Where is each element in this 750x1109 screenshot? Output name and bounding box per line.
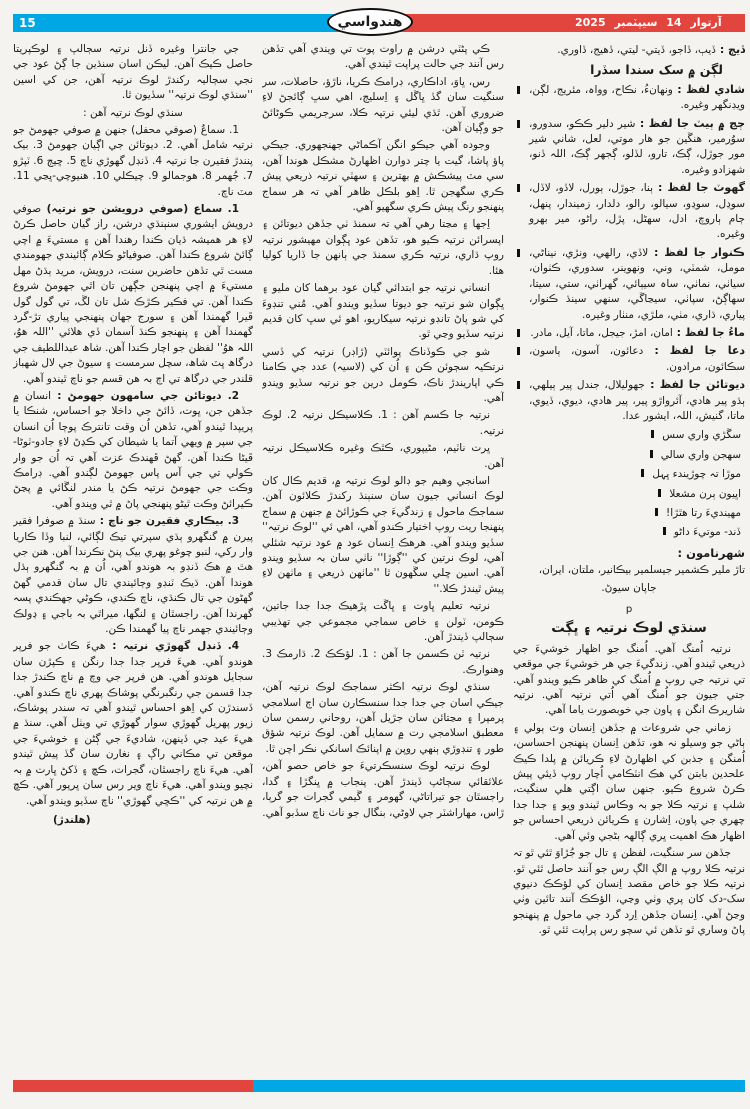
glossary-term: ڏيڄ :: [715, 43, 745, 56]
middle-paragraphs: [262, 42, 504, 821]
paragraph: سنڌي لوڪ نرتيہ اڪثر سماجڪ لوڪ نرتيہ آهن، جيڪي اسان جي جدا جدا سنسڪارن سان اڄ اسلامجي پرمپرا ۽ مڃتائن سان جڙيل آهن، روحاني رسمن سان معطبق اسلامجي رت ۾ سمايل آهن. لوڪ نرتيہ شؤق طور ۽ تنڊوڙي ٻنهي روپن ۾ اپنائڪ اسانکي نڪر اچن ٿا.: [262, 681, 504, 755]
section-text: صوفي درويش ايشوري سنٻنڌي درشن، راز گيان حاصل ڪرڻ لاءِ هر هميشہ ڌيان ڪندا رهندا آهن ۽ مستيءَ ۾ اچي ڳائڻ شروع ڪندا آهن. صوفياڻو ڪلام ڳائيندي جهومندي مست ٿي تڏهن حاضرين سنت، درويش، مريد ٻڌڻ مهل مستيءَ ۾ اچي پنهنجن جڳهن تان اٿي جهومڻ شروع ڪندا آهن. تي فڪير ڪڙڪ شل تان لڱ، تي گول گول ڦيرا گهمندا آهن ۽ سورج جهان پنهنجي پياري تڙ-گرد گهمندا آهن ۽ پنهنجو ڪنڌ آسمان ڏي هلائي ''اللہ هوُ، اللہ هوُ'' لفظن جو اچار ڪندا آهن. شاھ عبداللطيف جي درگاھ ڀٽ شاھ، سچل سرمست ۽ سيوڻ جي لال شهباز قلندر جي درگاھ تي اڄ بہ هن قسم جو ناچ ٿيندو آهي.: [13, 203, 253, 385]
section-lead: 3. بيڪاري فقيرن جو ناچ :: [95, 515, 240, 528]
continued-mark: (هلندڙ): [53, 813, 91, 826]
glossary-words: جهوليلال، جندل پير ٻيلهي، ٻڌو پير هادي، آئرواڙو پير، پير هادي، ديوي، ڏيوي، ماتا، گنيش، اللہ، ايشور عدا.: [529, 379, 745, 422]
glossary-list: [513, 82, 745, 425]
glossary-words: شير دلير ڪڪو، سدورو، سوُرمير، هنڱين جو هار موتي، لعل، شاني شير مور جوڙل، ڳڪ، تارو، لڏلو، ڳجهر ڳڪ، اللہ ڏنو، شهزادو وغيره.: [529, 117, 745, 176]
cities-heading: شهرنامون :: [677, 545, 745, 560]
list-bullet-icon: [655, 508, 658, 516]
section-lead: 2. ديوتائن جي سامهون جهومڻ :: [51, 389, 239, 402]
list-bullet-icon: [517, 86, 520, 94]
glossary-item: [513, 325, 745, 341]
paragraph: جي جانترا وغيره ڏنل نرتيہ سڄالپ ۽ لوڪپريتا حاصل ڪيڪ آهن. ليڪن اسان سنڌين جا ڳڻ عود جي نجي سڄاليہ رکندڙ لوڪ نرتيہ آهن، جن کي اسين ''سنڌي لوڪ نرتيہ'' سڏيون ٿا.: [13, 43, 253, 102]
section-text: هيءَ ڪاٺ جو فرپر هوندو آهي. هيءَ فرپر جدا جدا رنگن ۽ ڪپڙن سان سجايل هوندو آهي. هن فرپر جي وچ ۾ ناچ ڪندڙ جدا جدا قسمن جي رنگبرنگي پوشاڪ پهري ناچ ڪندو آهي. ڏسندڙن کي اِهو احساس ٿيندو آهي تہ سندر پوشاڪ، زيور پهريل گهوڙي سوار گهوڙي تي ويٺل آهي. سنڌ ۾ هيءَ عيد جي ڏينهن، شاديءَ جي ڳڻن ۽ خوشيءَ جي موقعن تي مڪاني راڳ ۽ نغارن سان گڏ پيش ٿيندو آهي. هيءَ ناچ راجسٿان، گجرات، ڪڇ ۽ ڏکڻ ڀارت ۾ بہ نچيو ويندو آهي. هيءَ ناچ وير رس سان ڀرپور آهي. ڪڇ ۾ هن نرتيہ کي ''ڪڇي گهوڙي'' ناچ سڏيو ويندو آهي.: [13, 640, 253, 807]
verse-text: ڏند- موتيءَ داڻو: [673, 526, 741, 539]
issue-date: آرتوار 14 سيپٽمبر 2025: [575, 16, 722, 29]
paragraph: رس، ڀاوَ، اداڪاري، ڊرامڪ ڪريا، ناڙؤ، حاصلات، سر سنگيت سان گڏ ڀاڱل ۽ اِسليڄ، اهي سڀ ڳائجڻ لاءِ ضروري آهن. ٿڌي ليئي نرتيہ ڪلا، سرجريمي ڪوڻائڻ جو وڳيان آهن.: [262, 75, 504, 135]
verse-line: [513, 525, 745, 540]
page-number: 15: [19, 16, 36, 30]
paragraph: زماني جي شروعات ۾ جڏهن اِنسان وٽ ٻولي ۽ ٻاڻي جو وسيلو نہ هو، تڏهن اِنسان پنهنجن احساسن، اُمنگن ۽ جذبن کي اظهارڻ لاءِ ڪريائن ۾ پلدا ڪيڪ علحدين بابتن کي هڪ انٽڪامي اُچار روپ ڏيئي پيش ڪرڻ شروع ڪيو. جنهن سان اڳتي هلي سنگيت، شلپ ۽ نرتيہ ڪلا جو بہ وڪاس ٿيندو ويو ۽ جدا جدا چهري جي پاون، اِشارن ۽ ڪريائن ذريعي احساس جو اظهار هڪ اهميت ڀري ڳالهہ بڻجي وئي آهي.: [513, 721, 745, 842]
footer-blue-bar: [253, 1080, 745, 1092]
paragraph: انساني نرتيہ جو ابتدائي گيان عود برهما کان مليو ۽ ڀڳوان شو نرتيہ جو ديوتا سڏيو ويندو آهي. مُني تنڊوءَ کي شو پاڻ تانڊو نرتيہ سيکاريو، اهو ئي سڀ کان قديم نرتيہ سڏيو وڃي ٿو.: [262, 282, 504, 341]
glossary-words: ونهانءُ، نڪاح، وواہ، مئريج، لڳن، ويڊنگهر وغيره.: [529, 83, 745, 112]
glossary-term: ديوتائن جا لفظ :: [644, 378, 745, 392]
list-bullet-icon: [651, 430, 654, 438]
list-bullet-icon: [658, 489, 661, 497]
glossary-item: [513, 180, 745, 243]
paragraph: اسانجي وهيم جو ڊالو لوڪ نرتيہ ۾، قديم ڪال کان لوڪ انساني جيون سان سنٻنڌ رکندڙ ڪلائون آهن. سماجڪ ماحول ۽ زندگيءَ جي ڪوڙائڻ ۾ جنهن ۾ سماج پنهنجا ريت روپ اختيار ڪندو آهي، اهي ئي ''لوڪ نرتيہ'' سڏيو ويندو آهي. هرهڪ اِنسان عود ۾ عود نرتيہ شئلي آهي، لوڪ نرتين کي ''ڳوڙا'' ناٺي سان بہ سڏيو ويندو آهي. اسين ڇلي سڱهون ٿا ''ماٺهن ذريعي ۽ ماٺهن لاءِ پيش ٿيندڙ ڪلا.'': [262, 474, 504, 595]
verse-line: [513, 487, 745, 502]
footer-red-bar: [13, 1080, 253, 1092]
dance-overview: 1. سماعُ (صوفي محفل) جنهن ۾ صوفي جهومڻ جو نرتيہ شامل آهي. 2. ديوتائن جي اڳيان جهومڻ 3. بيک پنندڙ فقيرن جا نرتيہ 4. ڏنڊل گهوڙي ناچ 5. ڇيڄ 6. ٽپڙو 7. جُهمر 8. هوجمالو 9. چيڪلي 10. هنيوچي-ڀڃي 11. مٽ ناچ.: [13, 124, 253, 198]
glossary-words: امان، امڙ، جيجل، ماتا، آيل، مادر.: [530, 326, 673, 339]
paragraph: نرتيہ تعليم ڀاوت ۽ ڀاڱت پڙهيڪ جدا جدا جاتين، ڪومن، ٽولن ۽ خاص سماجي مجموعي جي تهذيبي سڄالپ ڏيندڙ آهن.: [262, 600, 504, 644]
paragraph: ڪي پڻٽي درشن ۾ راوت پوت تي ويندي آهي تڏهن رس آنند جي حالت پراپت ٿيندي آهي.: [262, 43, 504, 71]
list-bullet-icon: [517, 120, 520, 128]
list-bullet-icon: [663, 527, 666, 535]
cities-line: جاپان سيوڻ.: [601, 581, 657, 594]
paragraph: ڀرت ناٽيم، مڻيپوري، ڪٿڪ وغيره ڪلاسيڪل نرتيہ آهن.: [262, 442, 504, 470]
glossary-term: گهوٽ جا لفظ :: [653, 181, 745, 195]
glossary-term: ماءُ جا لفظ :: [672, 325, 745, 339]
right-paragraphs: [513, 642, 745, 939]
list-bullet-icon: [517, 347, 520, 355]
list-bullet-icon: [517, 329, 520, 337]
verse-list: [513, 428, 745, 540]
paragraph: وجوده آهي جيڪو انگن آڪماڻي جهنجهوري. جيڪي پاؤ پاشا، گيت يا چتر دوارن اظهارڻ مشڪل هوندا آهن، سي مٽ پيشڪش ۾ بهترين ۽ سهٽي نرتيہ ذريعي پيش ڪري سگهجن ٿا. اِهو بلڪل ظاهر آهي تہ هر سماج پنهنجو رنگ پيش ڪري سگهيو آهي.: [262, 139, 504, 214]
glossary-item: [513, 116, 745, 179]
glossary-term: ڪنوار جا لفظ :: [648, 245, 745, 259]
verse-line: [513, 448, 745, 463]
section-text: انسان ۾ جڏهن جن، ڀوت، ڏائڻ جي داخلا جو احساس، شنڪا يا پريپدا ٿيندو آهي، تڏهن اُن وقت تانترڪ پوڄا اُن انسان جي سپر ۾ ويهي آتما يا شيطان کي ڪڍڻ لاءِ جادو-ٽوڻا-ڦيڻا ڪندا آهن. گهڻ ڦهندڪ عزت آهي تہ اُن جو وار ڪولي تي جي آس پاس جهومڻ لڳندو آهي. ڊرامڪ وڪت جي جهومڻ نرتيہ ڪڻ يا مندر لنڱائي ۾ پڃڻ ڪيرائڻ وڪت ٿيڻو پنهنجي پاڻ ۾ ٿي ويندو آهي.: [13, 389, 253, 510]
list-bullet-icon: [517, 184, 520, 192]
stray-print-mark: p: [625, 604, 633, 615]
dance-section: [13, 514, 253, 637]
dance-section: [13, 639, 253, 808]
glossary-words: دعائون، آسون، ٻاسون، سڪائون، مرادون.: [529, 345, 745, 373]
column-middle: [262, 40, 504, 1074]
glossary-term: شادي لفظ :: [672, 82, 745, 96]
list-bullet-icon: [517, 249, 520, 257]
cities-line: تاڙ ملير ڪشمير جيسلمير بيڪانير، ملتان، ايران،: [538, 564, 745, 577]
verse-text: موڙا تہ چوڙيندء ڀہل: [652, 468, 741, 481]
glossary-words: لاڏي، رالهي، ونڙي، نيناڻي، مومل، شمٽي، وني، ونهوينر، سدوري، ڪٺوان، سياٺي، نماٺي، ساہ سيٻائي، گهراٺي، ستي، سيتا، سهاڳڻ، سپاٺي، سيڃاڱي، سنهي سينڌ ڪنوار، پياري، ڌاري، مٺي، ملڙي، منٺار وغيره.: [529, 246, 745, 321]
verse-text: سهجن واري سالي: [660, 448, 741, 461]
verse-text: مهينديءَ رتا هٿڙا!: [666, 506, 741, 519]
glossary-item: [513, 343, 745, 375]
paragraph: اِجها ۽ مڃتا رهي آهي تہ سمنڌ ٺي جڏهن ديوتائن ۽ اپسرائن نرتيہ ڪيو هو، تڏهن عود ڀڳوان مهيشور نرتيہ روپ ڌاري، نرتيہ ڪري سمنڌ جي ٻانهن جا ڏاريا کوليا هئا.: [262, 218, 504, 277]
column-left: [13, 40, 253, 1074]
section-heading: لڳن ۾ سک سندا سڏرا: [590, 62, 723, 78]
verse-line: [513, 506, 745, 521]
newspaper-logo-text: هندواسي: [337, 14, 403, 30]
dance-sections: [13, 202, 253, 809]
newspaper-logo: [327, 8, 413, 36]
verse-text: سڱڙي واري سس: [662, 429, 741, 442]
verse-line: [513, 428, 745, 443]
section-text: سنڌ ۾ صوفرا فقير پيرن ۾ گنگهرو ٻڌي سپرتي تيڪ لڳائي، لنبا وڏا ڪاريا وار رکي، لنبو چوغو پهري بيک پنڻ نڪرندا آهن. هنن جي هٿ ۾ هڪ ڏنڊو بہ هوندو آهي، اُن ۾ بہ گنگهرو ٻڌل هوندا آهن. ڌيڪ ٽنڊو وڄائيندي تال سان قدمي گهڻ گهڻون جي تال ڪنڌي، ناچ ڪندي، ڪوڻي جهڪندي پسہ گهرندا آهن. راجسٿان ۽ لنگها، ميراٿي بہ باجي ۽ ڍولڪ وڄائيندي جهمر ناچ پيا گهمندا ڪن.: [13, 515, 253, 636]
paragraph: جڏهن سر سنگيت، لفظن ۽ تال جو جُڙاوَ ٿئي ٿو تہ نرتيہ ڪلا روپ ۾ الڳ الڳ رس جو آنند حاصل ٿئي ٿو. نرتيہ ڪلا جو خاص مقصد اِنسان کي لؤڪڪ دنيوي سک-دک کان پري وٺي وڃي، الؤڪڪ آنند تائين وٺي وڃڻ آهي. اِنسان جڏهن اِرد گرد جي ماحول ۾ پنهنجو پاڻ وساري ٿو تڏهن ئي سچو رس پراپت ٿئي ٿو.: [513, 847, 745, 937]
article-body: [13, 40, 745, 1074]
glossary-words: ڏيٻ، ڏاجو، ڏيتي- ليتي، ڏهيج، ڏاوري.: [557, 44, 716, 56]
section-lead: 1. سماع (صوفي درويشن جو نرتيہ): [41, 203, 239, 216]
paragraph: نرتيہ اُمنگ آهي. اُمنگ جو اظهار خوشيءَ جي ذريعي ٿيندو آهي. زندگيءَ جي هر خوشيءَ جي موقعي تي نرتيہ جي روپ ۾ اُمنگ کي ظاهر ڪيو ويندو آهي. جتي جيون جو اُمنگ آهي اُتي نرتيہ آهي. نرتيہ شاريرڪ انگن ۽ پاون جي خوبصورت ياما آهي.: [513, 642, 745, 717]
list-bullet-icon: [641, 469, 644, 477]
paragraph: شو جي ڪوڏناڪ پوائٽي (ڙاڊر) نرتيہ کي ڏسي نرتڪيہ سڄوئن ڪن ۽ اُن کي (لاسيہ) عدد جي ڪامنا ڪي اپاريندڙ ناڪ، ڪومل درين جو نرتيہ سڏيو ويندو آهي.: [262, 345, 504, 404]
section-lead: 4. ڏنڊل گهوڙي نرتيہ :: [105, 640, 239, 653]
list-bullet-icon: [650, 450, 653, 458]
article-heading: سنڌي لوڪ نرتيہ ۽ ڀڳت: [551, 620, 707, 637]
list-intro: سنڌي لوڪ نرتيہ آهن :: [83, 106, 183, 119]
glossary-item: [513, 245, 745, 323]
glossary-words: ٻنا، جوڙل، ٻورل، لاڏو، لاڏل، سوڍل، سوڍو، سيالو، رالو، دلدار، زميندار، پنهل، ڄام ٻاروچ، ادل، سهڻل، پڙل، راڻو، مير بهرو وغيره.: [529, 182, 745, 241]
glossary-term: دعا جا لفظ :: [643, 344, 745, 358]
glossary-item: [513, 377, 745, 424]
paragraph: نرتيہ ٽن ڪسمن جا آهن : 1. لؤڪڪ 2. ڌارمڪ 3. وهنوارڪ.: [262, 648, 504, 676]
dance-section: [13, 389, 253, 512]
glossary-item: [513, 82, 745, 114]
list-bullet-icon: [517, 381, 520, 389]
column-right: [513, 40, 745, 1074]
glossary-item: [513, 42, 745, 58]
masthead-blue-bar: [13, 14, 367, 32]
verse-text: اڀيون ٻرن مشعلا: [669, 487, 741, 500]
paragraph: لوڪ نرتيہ لوڪ سنسڪرتيءَ جو خاص حصو آهن، علائقائي سڄاڻپ ڏيندڙ آهن. پنجاب ۾ ڀنگڙا ۽ گدا، راجسٿان جو تيراتاڻي، گهومر ۽ ڱيمي گجرات جو گرٻا، ڙاس، مهاراشٽر جي لاوڻي، بنگال جو ناٺ ناچ سڏبو آهي.: [262, 760, 504, 819]
verse-line: [513, 467, 745, 482]
paragraph: نرتيہ جا ڪسم آهن : 1. ڪلاسيڪل نرتيہ 2. لوڪ نرتيہ.: [262, 409, 504, 437]
glossary-term: ڄڃ ۾ ٻيٽ جا لفظ :: [635, 116, 745, 130]
dance-section: [13, 202, 253, 387]
